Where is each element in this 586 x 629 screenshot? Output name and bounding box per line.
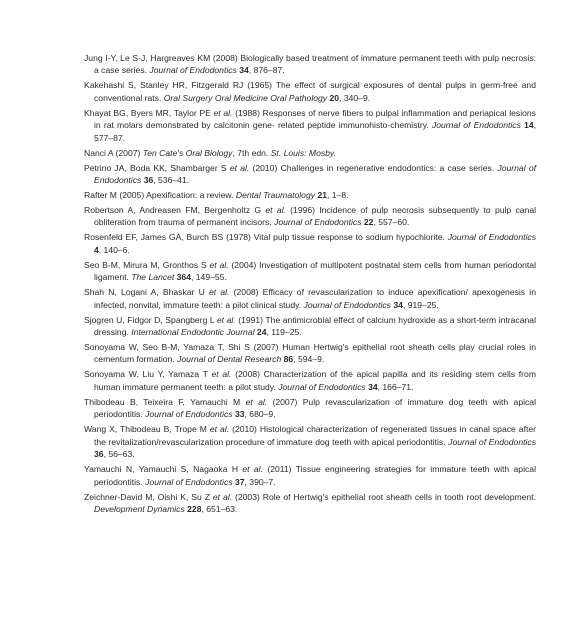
reference-volume: 22 bbox=[363, 217, 374, 228]
reference-authors-title: Khayat BG, Byers MR, Taylor PE bbox=[84, 107, 214, 118]
reference-pages: , 56–63. bbox=[103, 449, 135, 460]
reference-authors-title: Petrino JA, Boda KK, Shambarger S bbox=[84, 162, 230, 173]
reference-et-al: et al. bbox=[213, 107, 233, 118]
reference-journal: Journal of Endodontics bbox=[145, 409, 233, 420]
reference-entry bbox=[84, 231, 536, 256]
reference-title: (2007) Pulp revascularization of immature dog teeth with apical periodontitis. bbox=[94, 396, 536, 420]
reference-entry bbox=[84, 204, 536, 229]
reference-pages: , 149–55. bbox=[191, 272, 227, 283]
reference-volume: 34 bbox=[393, 299, 403, 310]
reference-entry bbox=[84, 314, 536, 339]
reference-title: (2003) Role of Hertwig's epithelial root sheath cells in tooth root development. bbox=[232, 491, 536, 502]
reference-volume: 34 bbox=[239, 65, 249, 76]
reference-journal: Journal of Endodontics bbox=[94, 162, 536, 186]
reference-et-al: et al. bbox=[209, 287, 230, 298]
reference-journal: Journal of Endodontics bbox=[278, 381, 366, 392]
reference-list bbox=[84, 52, 536, 518]
reference-journal: Dental Traumatology bbox=[235, 190, 316, 201]
reference-et-al: et al. bbox=[211, 369, 232, 380]
reference-pages: , 536–41. bbox=[153, 175, 190, 186]
reference-authors-title: Jung I-Y, Le S-J, Hargreaves KM (2008) Biologically based treatment of immature permanent teeth with pulp necrosis: a case series. bbox=[84, 53, 536, 76]
reference-entry bbox=[84, 286, 536, 311]
reference-pages: , 340–9. bbox=[339, 92, 371, 103]
reference-volume: 33 bbox=[234, 409, 245, 420]
reference-volume: 36 bbox=[94, 449, 104, 460]
reference-pages: , 140–6. bbox=[98, 244, 130, 255]
reference-entry bbox=[84, 162, 536, 187]
reference-journal: Oral Surgery Oral Medicine Oral Pathology bbox=[163, 92, 328, 103]
reference-journal: Development Dynamics bbox=[94, 503, 185, 514]
reference-title: (1988) Responses of nerve fibers to pulpal inflammation and periapical lesions in rat molars demonstrated by calcitonin gene- related peptide immunohisto-chemistry. bbox=[94, 107, 536, 131]
reference-entry bbox=[84, 189, 536, 201]
reference-volume: 34 bbox=[368, 381, 378, 392]
reference-entry bbox=[84, 396, 536, 421]
reference-volume: 86 bbox=[283, 354, 294, 365]
reference-journal: Ten Cate's Oral Biology bbox=[142, 147, 233, 158]
reference-title: (2011) Tissue engineering strategies for immature teeth with apical periodontitis. bbox=[94, 464, 536, 487]
reference-authors-title: Kakehashi S, Stanley HR, Fitzgerald RJ (1965) The effect of surgical exposures of dental pulps in germ-free and conventional rats. bbox=[84, 80, 536, 103]
reference-pages: , 577–87. bbox=[94, 120, 536, 143]
reference-et-al: et al. bbox=[209, 424, 230, 435]
reference-entry bbox=[84, 79, 536, 104]
reference-title: (1996) Incidence of pulp necrosis subsequently to pulp canal obliteration from trauma of permanent incisors. bbox=[94, 205, 537, 228]
reference-volume: 228 bbox=[187, 503, 202, 514]
reference-journal: Journal of Endodontics bbox=[447, 232, 536, 243]
reference-publisher: St. Louis: Mosby. bbox=[270, 147, 336, 158]
reference-journal: Journal of Endodontics bbox=[448, 436, 536, 447]
reference-journal: Journal of Endodontics bbox=[145, 476, 233, 487]
reference-pages: , 651–63. bbox=[201, 503, 238, 514]
reference-entry bbox=[84, 341, 536, 366]
reference-title: (2008) Efficacy of revascularization to induce apexification/ apexogenesis in infected, nonvital, immature teeth: a pilot clinical study. bbox=[94, 287, 536, 310]
reference-authors-title: Wang X, Thibodeau B, Trope M bbox=[84, 424, 210, 435]
reference-entry bbox=[84, 491, 536, 516]
reference-journal: Journal of Endodontics bbox=[303, 299, 391, 310]
reference-authors-title: Thibodeau B, Teixeira F, Yamauchi M bbox=[84, 396, 246, 407]
reference-title: (2010) Challenges in regenerative endodontics: a case series. bbox=[249, 162, 498, 173]
reference-et-al: et al. bbox=[212, 491, 233, 502]
reference-authors-title: Yamauchi N, Yamauchi S, Nagaoka H bbox=[84, 464, 243, 475]
reference-authors-title: Nanci A (2007) bbox=[84, 147, 143, 158]
reference-journal: International Endodontic Journal bbox=[131, 327, 255, 338]
reference-authors-title: Robertson A, Andreasen FM, Bergenholtz G bbox=[84, 205, 266, 216]
reference-et-al: et al. bbox=[245, 396, 268, 407]
reference-et-al: et al. bbox=[216, 314, 236, 325]
reference-authors-title: Rosenfeld EF, James GA, Burch BS (1978) Vital pulp tissue response to sodium hypochlorite. bbox=[84, 232, 448, 243]
reference-entry bbox=[84, 368, 536, 393]
reference-authors-title: Sonoyama W, Seo B-M, Yamaza T, Shi S (2007) Human Hertwig's epithelial root sheath cells play crucial roles in cementum formation. bbox=[84, 342, 536, 365]
reference-entry bbox=[84, 52, 536, 77]
reference-pages: , 166–71. bbox=[377, 381, 414, 392]
reference-authors-title: Rafter M (2005) Apexification: a review. bbox=[84, 190, 236, 201]
reference-volume: 36 bbox=[143, 175, 154, 186]
reference-authors-title: Shah N, Logani A, Bhaskar U bbox=[84, 287, 210, 298]
reference-authors-title: Sjogren U, Fidgor D, Spangberg L bbox=[84, 314, 217, 325]
reference-title: (2010) Histological characterization of regenerated tissues in canal space after the revitalization/revascularization procedure of immature dog teeth with apical periodontitis. bbox=[94, 424, 536, 447]
reference-volume: 21 bbox=[317, 190, 327, 201]
reference-pages: , 680–9. bbox=[244, 409, 276, 420]
reference-pages: , 919–25. bbox=[402, 299, 439, 310]
reference-entry bbox=[84, 423, 536, 460]
reference-pages: , 594–9. bbox=[293, 354, 325, 365]
reference-journal: Journal of Endodontics bbox=[431, 120, 521, 131]
reference-volume: 4 bbox=[94, 244, 99, 255]
reference-title: (2004) Investigation of multipotent postnatal stem cells from human periodontal ligament. bbox=[94, 259, 537, 283]
reference-et-al: et al. bbox=[229, 162, 250, 173]
reference-authors-title: Zeichner-David M, Oishi K, Su Z bbox=[84, 491, 213, 502]
reference-volume: 14 bbox=[524, 120, 534, 131]
reference-journal: The Lancet bbox=[131, 272, 175, 283]
reference-entry bbox=[84, 147, 536, 159]
reference-volume: 37 bbox=[234, 476, 245, 487]
reference-authors-title: Sonoyama W, Liu Y, Yamaza T bbox=[84, 369, 212, 380]
reference-entry bbox=[84, 107, 536, 144]
reference-entry bbox=[84, 259, 536, 284]
reference-volume: 20 bbox=[329, 92, 340, 103]
reference-journal: Journal of Endodontics bbox=[149, 65, 237, 76]
reference-pages: , 876–87. bbox=[248, 65, 285, 76]
reference-title: (1991) The antimicrobial effect of calcium hydroxide as a short-term intracanal dressing. bbox=[94, 314, 536, 338]
reference-pages: , 390–7. bbox=[244, 476, 276, 487]
reference-pages: , 557–60. bbox=[373, 217, 410, 228]
reference-pages: , 7th edn. bbox=[232, 147, 271, 158]
reference-journal: Journal of Endodontics bbox=[274, 217, 362, 228]
reference-authors-title: Seo B-M, Mirura M, Gronthos S bbox=[84, 259, 210, 270]
reference-et-al: et al. bbox=[242, 464, 263, 475]
reference-volume: 24 bbox=[256, 327, 267, 338]
reference-pages: , 1–8. bbox=[327, 190, 349, 201]
reference-pages: , 119–25. bbox=[266, 327, 302, 338]
reference-title: (2008) Characterization of the apical papilla and its residing stem cells from human immature permanent teeth: a pilot study. bbox=[94, 369, 536, 392]
reference-entry bbox=[84, 463, 536, 488]
reference-volume: 364 bbox=[176, 272, 191, 283]
reference-et-al: et al. bbox=[265, 205, 286, 216]
reference-journal: Journal of Dental Research bbox=[177, 354, 282, 365]
reference-et-al: et al. bbox=[209, 259, 229, 270]
